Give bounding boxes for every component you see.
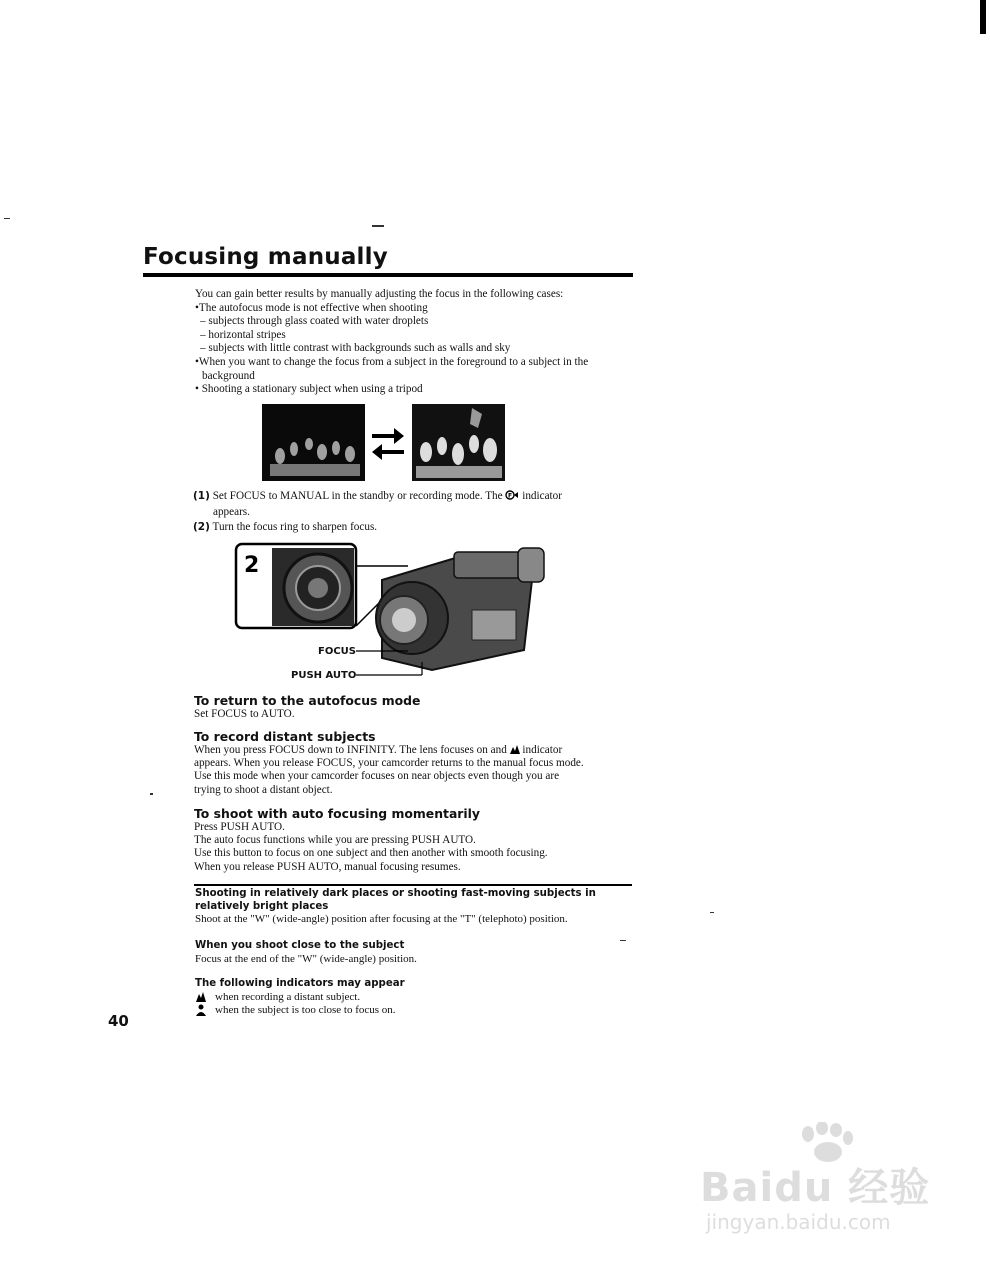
- intro-lead: You can gain better results by manually adjusting the focus in the following cases:: [195, 288, 564, 300]
- section-heading: To record distant subjects: [194, 729, 376, 744]
- intro-dash-item: – subjects with little contrast with backgrounds such as walls and sky: [200, 342, 511, 355]
- step-1-continued: appears.: [213, 505, 250, 518]
- section-text: Press PUSH AUTO.: [194, 821, 285, 833]
- baidu-watermark: [700, 1122, 950, 1242]
- step-1-number: (1): [193, 490, 210, 502]
- section-text: When you release PUSH AUTO, manual focusing resumes.: [194, 860, 461, 873]
- note-text: Focus at the end of the "W" (wide-angle) position.: [195, 952, 417, 965]
- indicator-row: [195, 991, 635, 1004]
- page-title: Focusing manually: [143, 244, 388, 270]
- section-text: trying to shoot a distant object.: [194, 783, 333, 796]
- notes-divider: [194, 884, 632, 886]
- section-auto-momentarily: [194, 806, 634, 874]
- indicator-text: when the subject is too close to focus on.: [215, 1003, 396, 1016]
- indicator-text: when recording a distant subject.: [215, 990, 361, 1003]
- figure-step-number: 2: [244, 553, 260, 578]
- note-text: Shoot at the "W" (wide-angle) position after focusing at the "T" (telephoto) position.: [195, 913, 568, 925]
- note-heading: The following indicators may appear: [195, 978, 405, 989]
- title-rule: [143, 273, 633, 277]
- scan-speck: [150, 793, 153, 795]
- step-1-text-end: indicator: [522, 490, 562, 502]
- focus-switch-label: FOCUS: [318, 646, 356, 657]
- step-1: [193, 490, 633, 504]
- intro-dash-item: – horizontal stripes: [200, 328, 286, 341]
- section-text: The auto focus functions while you are pressing PUSH AUTO.: [194, 834, 476, 847]
- intro-bullet: •When you want to change the focus from a subject in the foreground to a subject in the: [195, 355, 589, 368]
- note-heading: When you shoot close to the subject: [195, 940, 405, 951]
- scan-speck: [710, 912, 714, 913]
- scan-speck: [372, 225, 384, 227]
- note-heading: Shooting in relatively dark places or shooting fast-moving subjects in relatively bright places: [195, 888, 596, 912]
- intro-bullet: •The autofocus mode is not effective when shooting: [195, 301, 428, 314]
- focus-switch-arrows-icon: [368, 422, 408, 462]
- section-heading: To return to the autofocus mode: [194, 693, 421, 708]
- scan-speck: [620, 940, 626, 941]
- infinity-mountain-icon: [195, 991, 207, 1003]
- step-2-text: Turn the focus ring to sharpen focus.: [212, 521, 378, 533]
- intro-bullet-continued: background: [202, 369, 255, 382]
- scan-speck: [4, 218, 10, 219]
- section-text: Use this button to focus on one subject and then another with smooth focusing.: [194, 847, 548, 860]
- section-text: Use this mode when your camcorder focuses on near objects even though you are: [194, 770, 560, 783]
- focused-photo-example: [412, 404, 505, 481]
- intro-dash-item: – subjects through glass coated with water droplets: [200, 315, 429, 328]
- camcorder-illustration: [232, 540, 552, 690]
- page-number: 40: [108, 1012, 129, 1030]
- manual-focus-indicator-icon: [505, 490, 519, 500]
- blurred-photo-example: [262, 404, 365, 481]
- note-dark-places: [195, 888, 635, 926]
- close-subject-icon: [195, 1004, 207, 1016]
- step-2-number: (2): [193, 521, 210, 533]
- procedure-steps: [193, 490, 633, 537]
- intro-text: [195, 288, 635, 397]
- svg-text:F: F: [508, 492, 513, 500]
- push-auto-label: PUSH AUTO: [291, 670, 357, 681]
- note-close-subject: [195, 940, 635, 966]
- infinity-mountain-icon: [510, 745, 520, 754]
- indicator-row: [195, 1004, 635, 1017]
- section-text: [194, 744, 634, 757]
- section-text: Set FOCUS to AUTO.: [194, 708, 295, 720]
- section-return-autofocus: [194, 693, 634, 721]
- section-distant-subjects: [194, 729, 634, 797]
- section-heading: To shoot with auto focusing momentarily: [194, 806, 480, 821]
- scan-edge-mark: [980, 0, 986, 34]
- section-text-part: indicator: [522, 744, 563, 756]
- step-2: [193, 521, 633, 535]
- watermark-url: jingyan.baidu.com: [706, 1210, 891, 1234]
- watermark-brand: Baidu 经验: [700, 1165, 931, 1211]
- note-indicators: [195, 978, 635, 1017]
- section-text-part: When you press FOCUS down to INFINITY. The lens focuses on and: [194, 744, 507, 756]
- intro-bullet: • Shooting a stationary subject when using a tripod: [195, 383, 423, 396]
- section-text: appears. When you release FOCUS, your camcorder returns to the manual focus mode.: [194, 757, 584, 770]
- step-1-text: Set FOCUS to MANUAL in the standby or recording mode. The: [212, 490, 503, 502]
